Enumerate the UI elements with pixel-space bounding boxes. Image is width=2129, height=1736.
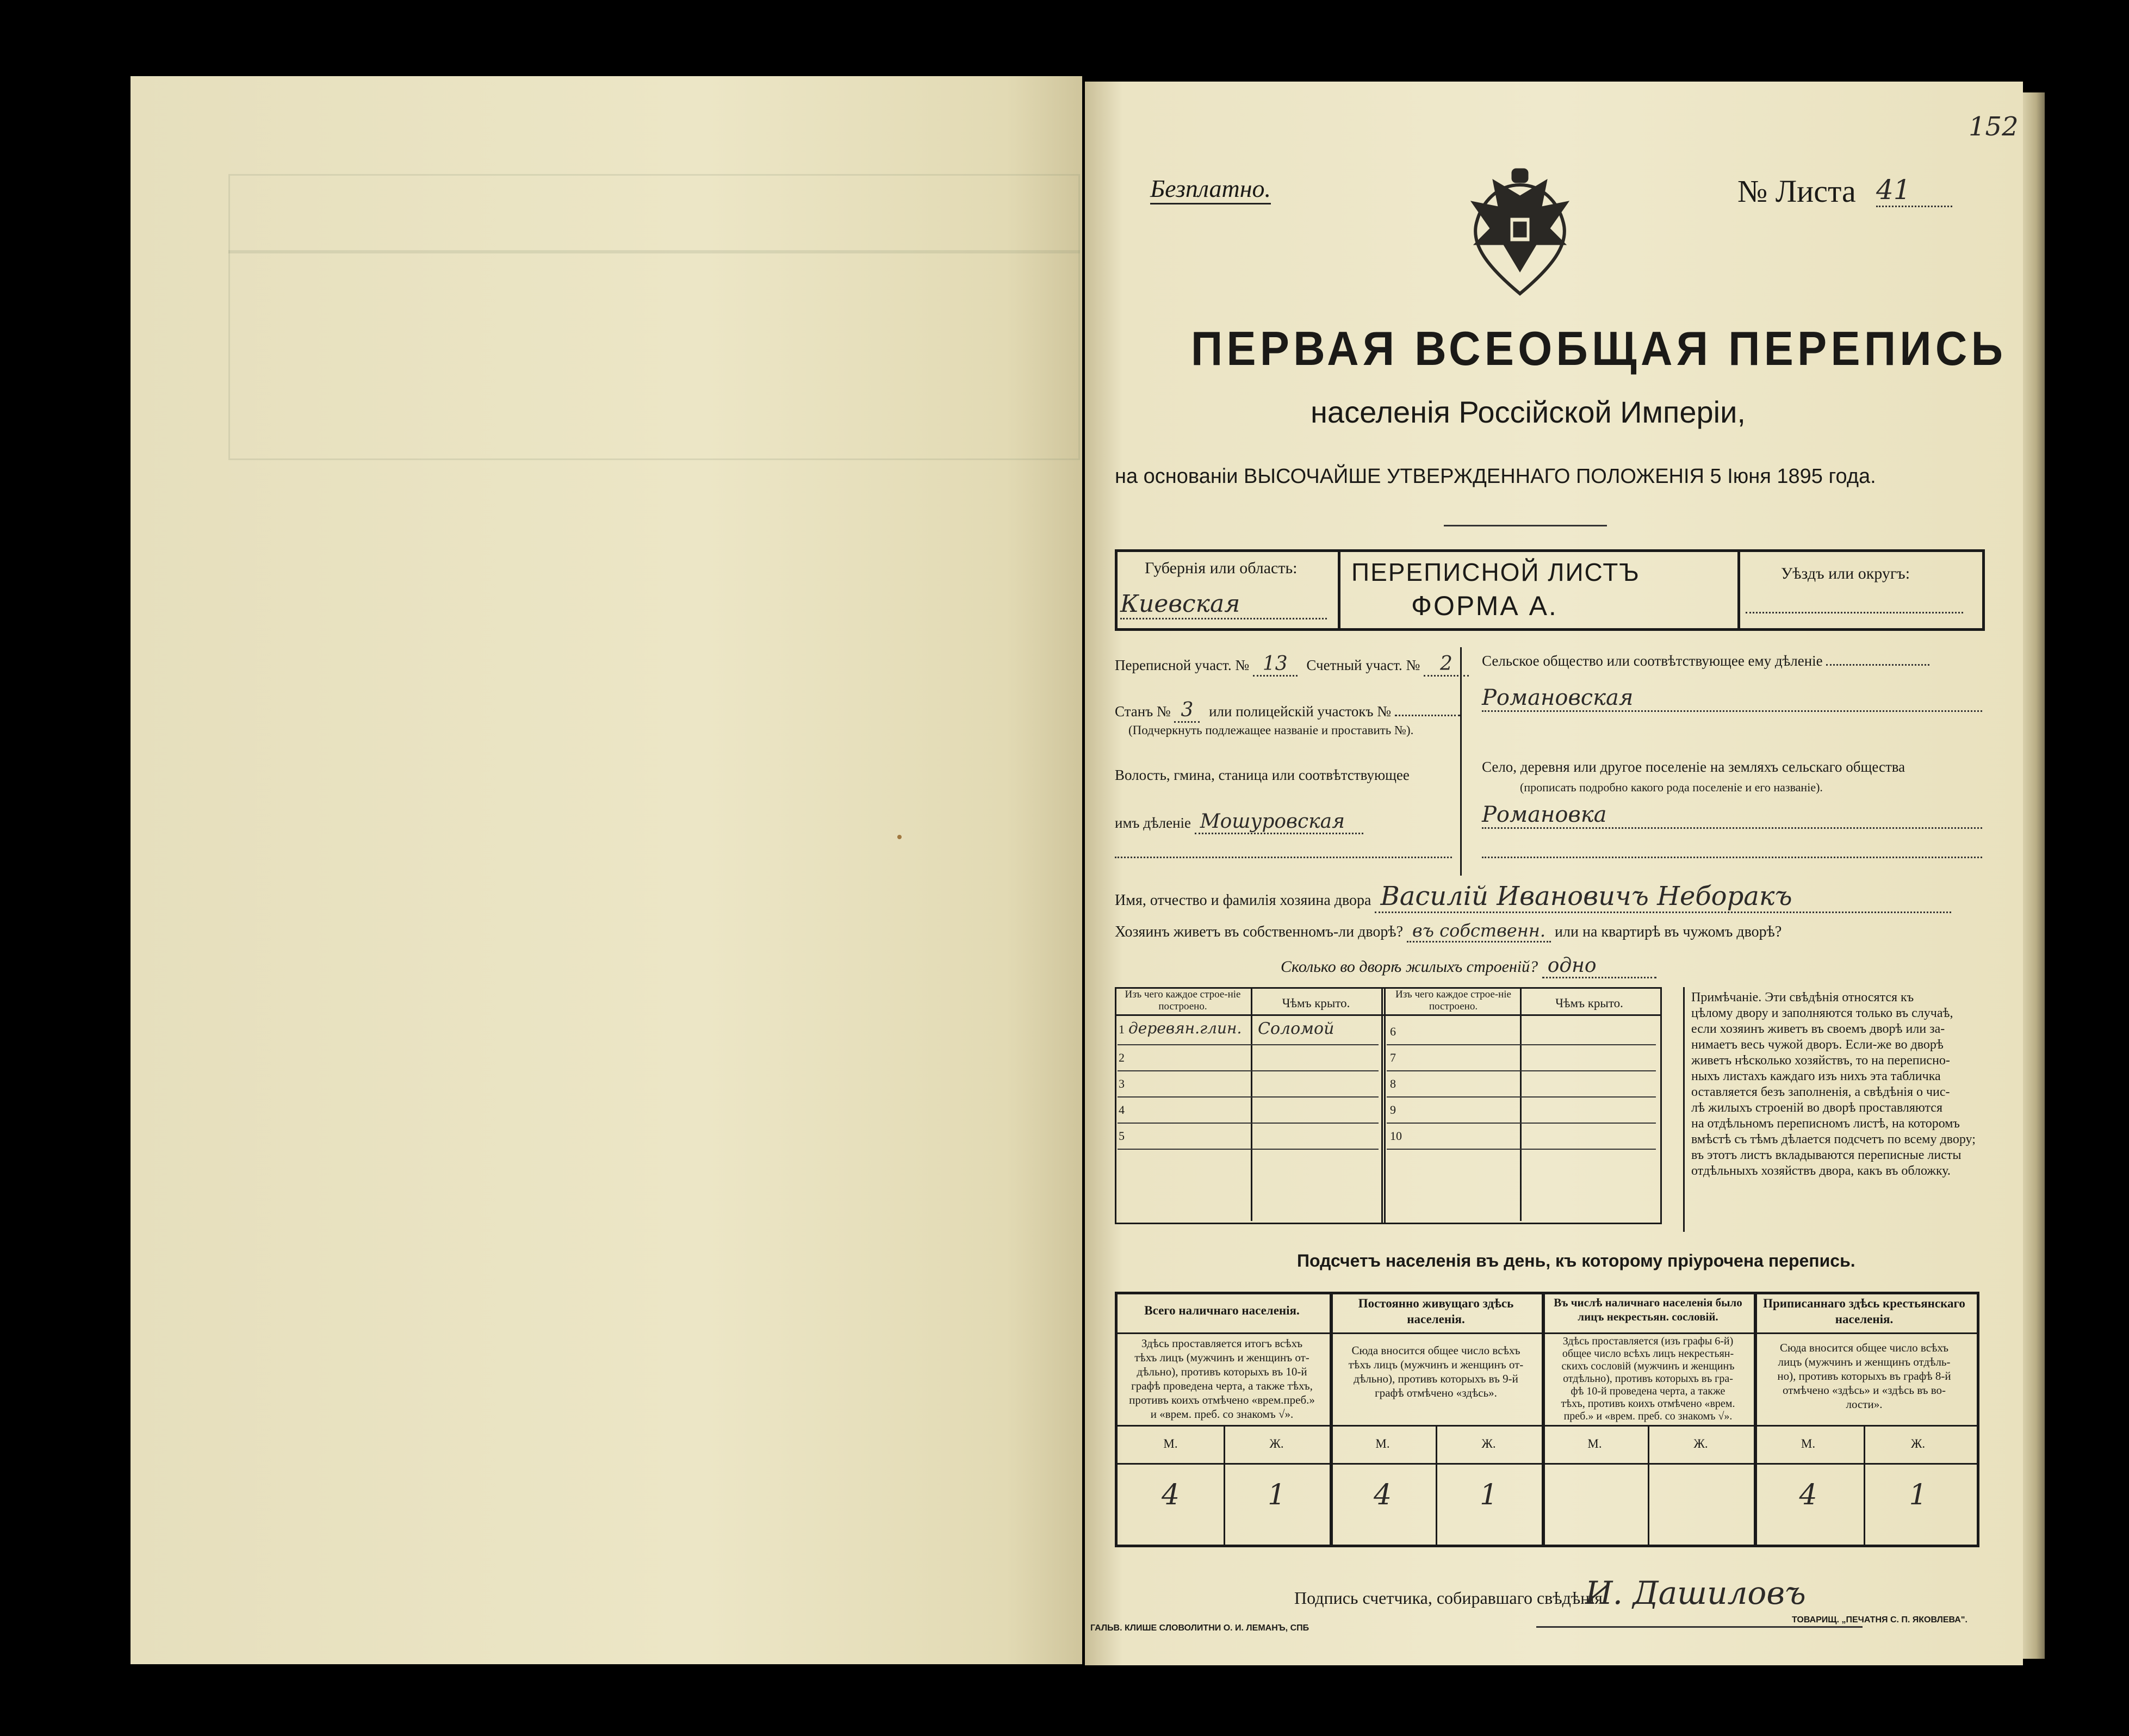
bleed-through-line [228, 250, 1080, 253]
form-header-divider [1737, 549, 1740, 631]
double-headed-eagle-icon [1460, 163, 1580, 305]
pop-col-desc: Здѣсь проставляется итогъ всѣхъ тѣхъ лицъ (мужчинъ и женщинъ от- дѣльно), противъ которыхъ въ 10-й графѣ проведена черта, а также тѣхъ, противъ коихъ отмѣчено «врем.преб.» и «врем. преб. со знакомъ √». [1129, 1337, 1315, 1421]
uezd-value-line [1746, 612, 1963, 613]
underline-note: (Подчеркнуть подлежащее названіе и проставить №). [1128, 723, 1414, 737]
owner-value: Василій Ивановичъ Неборакъ [1375, 881, 1951, 913]
population-col-divider [1754, 1292, 1757, 1547]
sheet-label: № Листа [1737, 173, 1856, 209]
police-label: или полицейскій участокъ № [1209, 703, 1391, 720]
table-row: 1 деревян.глин. Соломой [1118, 1018, 1379, 1045]
pop-col-title: Всего наличнаго населенія. [1144, 1304, 1300, 1317]
population-col-divider [1542, 1292, 1545, 1547]
f-label: Ж. [1910, 1437, 1926, 1450]
table-row: 10 [1387, 1123, 1656, 1150]
printer-right: ТОВАРИЩ. „ПЕЧАТНЯ С. П. ЯКОВЛЕВА". [1792, 1615, 1967, 1625]
basis-line [1115, 465, 1876, 488]
pop-col-title: Приписаннаго здѣсь крестьянскаго населенія. [1763, 1297, 1965, 1326]
buildings-col-roof: Чѣмъ крыто. [1282, 996, 1350, 1010]
permanent-male-value: 4 [1373, 1479, 1392, 1511]
m-label: М. [1163, 1437, 1178, 1450]
buildings-row [1281, 954, 1656, 978]
signature-value: И. Дашиловъ [1585, 1574, 1806, 1611]
owner-row [1115, 881, 1951, 913]
pop-col-desc: Сюда вносится общее число всѣхъ тѣхъ лицъ (мужчинъ и женщинъ от- дѣльно), противъ которыхъ въ 9-й графѣ отмѣчено «здѣсь». [1348, 1344, 1524, 1399]
volost-value: Мошуровская [1195, 810, 1363, 834]
lives-value: въ собственн. [1407, 920, 1551, 943]
table-row: 7 [1387, 1044, 1656, 1071]
society-extra-line [1826, 664, 1929, 666]
pop-col-desc: Сюда вносится общее число всѣхъ лицъ (мужчинъ и женщинъ отдѣль- но), противъ которыхъ въ графѣ 8-й отмѣчено «здѣсь» и «здѣсь въ во- лости». [1777, 1341, 1951, 1411]
owner-label: Имя, отчество и фамилія хозяина двора [1115, 892, 1371, 909]
population-col-divider [1330, 1292, 1333, 1547]
village-value: Романовка [1482, 802, 1982, 829]
note-block: Примѣчаніе. Эти свѣдѣнія относятся къ цѣлому двору и заполняются только въ случаѣ, если хозяинъ живетъ въ своемъ дворѣ или за- нимаетъ весь чужой дворъ. Если-же во дворѣ живетъ нѣсколько хозяйствъ, то на переписно- ныхъ листахъ каждаго изъ нихъ эта табличка оставляется безъ заполненія, а свѣдѣнія о чис- лѣ жилыхъ строеній во дворѣ проставляются на отдѣльномъ переписномъ листѣ, на которомъ вмѣстѣ съ тѣмъ дѣлается подсчетъ по всему двору; въ этотъ листъ вкладываются переписные листы отдѣльныхъ хозяйствъ двора, какъ въ обложку. [1691, 990, 1976, 1178]
buildings-table-split [1381, 987, 1386, 1224]
f-label: Ж. [1693, 1437, 1708, 1450]
permanent-female-value: 1 [1479, 1479, 1498, 1511]
census-title: ПЕРВАЯ ВСЕОБЩАЯ ПЕРЕПИСЬ [1191, 321, 2007, 375]
f-label: Ж. [1269, 1437, 1284, 1450]
uezd-label: Уѣздъ или округъ: [1781, 565, 1910, 582]
basis-main: ВЫСОЧАЙШЕ УТВЕРЖДЕННАГО ПОЛОЖЕНІЯ 5 Іюня 1895 года. [1244, 465, 1876, 488]
village-extra-line [1482, 857, 1982, 858]
stan-label: Станъ № [1115, 703, 1171, 720]
pop-col-desc: Здѣсь проставляется (изъ графы 6-й) общее число всѣхъ лицъ некрестьян- скихъ сословій (мужчинъ и женщинъ отдѣльно), противъ которыхъ въ гра- фѣ 10-й проведена черта, а также тѣхъ, противъ коихъ отмѣчено «врем. преб.» и «врем. преб. со знакомъ √». [1561, 1335, 1735, 1422]
buildings-col-material-2: Изъ чего каждое строе-ніе построено. [1395, 989, 1511, 1012]
pop-col-title: Въ числѣ наличнаго населенія было лицъ некрестьян. сословій. [1554, 1296, 1742, 1323]
bleed-through-table [228, 174, 1080, 460]
buildings-header-line [1115, 1014, 1662, 1016]
form-title: ПЕРЕПИСНОЙ ЛИСТЪ [1351, 558, 1640, 586]
volost-extra-line [1115, 857, 1452, 858]
gubernia-label: Губернія или область: [1145, 559, 1298, 577]
buildings-label: Сколько во дворѣ жилыхъ строеній? [1281, 958, 1538, 976]
count-district-value: 2 [1424, 653, 1469, 677]
table-row: 6 [1387, 1018, 1656, 1045]
m-label: М. [1801, 1437, 1816, 1450]
census-district-value: 13 [1253, 653, 1298, 677]
fields-column-divider [1460, 647, 1462, 876]
table-row: 9 [1387, 1096, 1656, 1124]
stan-value: 3 [1174, 699, 1200, 723]
table-row: 2 [1118, 1044, 1379, 1071]
buildings-col-material: Изъ чего каждое строе-ніе построено. [1125, 989, 1241, 1012]
census-district-row [1115, 653, 1469, 675]
form-header-divider [1338, 549, 1340, 631]
note-divider [1683, 987, 1685, 1232]
society-value: Романовская [1482, 685, 1982, 712]
table-row: 8 [1387, 1070, 1656, 1098]
registered-female-value: 1 [1909, 1479, 1927, 1511]
f-label: Ж. [1481, 1437, 1496, 1450]
society-row [1482, 653, 1929, 669]
free-label: Безплатно. [1150, 174, 1271, 204]
buildings-value: одно [1542, 954, 1656, 978]
sheet-number: 41 [1876, 174, 1952, 207]
buildings-col-roof-2: Чѣмъ крыто. [1555, 996, 1623, 1010]
volost-label-2: имъ дѣленіе [1115, 815, 1191, 831]
table-row: 5 [1118, 1123, 1379, 1150]
population-title-line [1115, 1332, 1979, 1334]
m-label: М. [1587, 1437, 1602, 1450]
ornament-divider [1444, 525, 1607, 526]
signature-line [1536, 1626, 1863, 1628]
stan-row [1115, 699, 1460, 721]
police-value-line [1395, 715, 1460, 716]
m-label: М. [1375, 1437, 1390, 1450]
right-page [1085, 82, 2023, 1665]
society-label: Сельское общество или соотвѣтствующее ему дѣленіе [1482, 653, 1823, 669]
volost-row [1115, 810, 1363, 834]
total-male-value: 4 [1161, 1479, 1180, 1511]
page-stack-edge [2023, 92, 2045, 1659]
basis-prefix: на основаніи [1115, 465, 1238, 488]
paper-spot [897, 835, 902, 839]
table-row: 3 [1118, 1070, 1379, 1098]
printer-left: ГАЛЬВ. КЛИШЕ СЛОВОЛИТНИ О. И. ЛЕМАНЪ, СПБ [1090, 1623, 1309, 1633]
lives-row [1115, 920, 1782, 941]
census-subtitle: населенія Россійской Имперіи, [1311, 395, 1746, 429]
village-note: (прописать подробно какого рода поселеніе и его названіе). [1520, 780, 1823, 794]
count-district-label: Счетный участ. № [1306, 657, 1420, 673]
lives-label-a: Хозяинъ живетъ въ собственномъ-ли дворѣ? [1115, 923, 1404, 940]
pop-col-title: Постоянно живущаго здѣсь населенія. [1358, 1297, 1514, 1326]
page-number: 152 [1969, 111, 2019, 142]
signature-label: Подпись счетчика, собиравшаго свѣдѣнія [1294, 1588, 1603, 1608]
lives-label-b: или на квартирѣ въ чужомъ дворѣ? [1555, 923, 1782, 940]
population-title: Подсчетъ населенія въ день, къ которому пріурочена перепись. [1297, 1251, 1855, 1270]
left-page [131, 76, 1082, 1664]
population-mf-line [1115, 1463, 1979, 1465]
form-subtitle: ФОРМА А. [1411, 591, 1558, 621]
table-row: 4 [1118, 1096, 1379, 1124]
total-female-value: 1 [1267, 1479, 1286, 1511]
village-label: Село, деревня или другое поселеніе на земляхъ сельскаго общества [1482, 759, 1905, 775]
population-desc-line [1115, 1425, 1979, 1427]
census-district-label: Переписной участ. № [1115, 657, 1250, 673]
registered-male-value: 4 [1799, 1479, 1817, 1511]
gubernia-value: Киевская [1120, 590, 1327, 619]
volost-label-1: Волость, гмина, станица или соотвѣтствующее [1115, 767, 1410, 783]
